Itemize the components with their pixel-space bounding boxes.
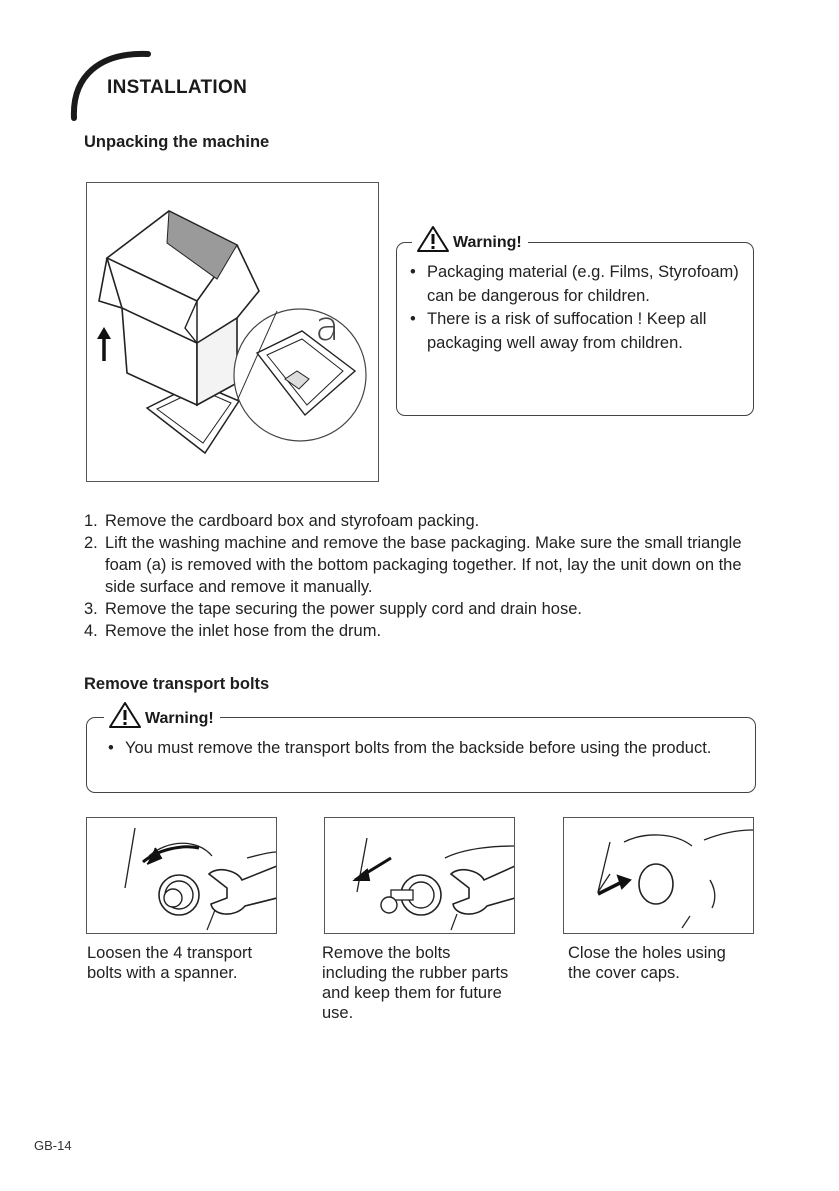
warning-label-text: Warning! [145, 710, 214, 727]
warning-label [104, 701, 220, 729]
caption-remove-bolts: Remove the bolts including the rubber parts and keep them for future use. [322, 944, 509, 1022]
spanner-loosen-illustration [87, 818, 276, 933]
step-text: Remove the cardboard box and styrofoam packing. [105, 512, 480, 530]
packaging-warning-box [396, 242, 754, 416]
step-text: Remove the tape securing the power supply cord and drain hose. [105, 600, 582, 618]
warning-label-text: Warning! [453, 234, 522, 251]
list-item [84, 510, 764, 532]
cover-caps-figure [563, 817, 754, 934]
list-item [84, 620, 764, 642]
list-item [84, 532, 764, 598]
step-text: Lift the washing machine and remove the base packaging. Make sure the small triangle foam (a) is removed with the bottom packaging together. If not, lay the unit down on the side surface and remove it manually. [105, 534, 742, 596]
warning-label [412, 225, 528, 253]
warning-bullet: • Packaging material (e.g. Films, Styrofoam) can be dangerous for children. [407, 261, 742, 308]
loosen-bolts-figure [86, 817, 277, 934]
remove-bolts-figure [324, 817, 515, 934]
step-text: Remove the inlet hose from the drum. [105, 622, 382, 640]
warning-triangle-icon [108, 701, 142, 729]
page-number: GB-14 [34, 1138, 72, 1153]
figure-label-a: a [315, 304, 340, 350]
section-title: INSTALLATION [107, 77, 248, 98]
transport-bolts-heading: Remove transport bolts [84, 675, 270, 693]
warning-triangle-icon [416, 225, 450, 253]
step-number: 1. [84, 512, 98, 530]
warning-bullet: • There is a risk of suffocation ! Keep all packaging well away from children. [407, 308, 742, 355]
caption-loosen-bolts: Loosen the 4 transport bolts with a spanner. [87, 944, 253, 982]
unpacking-steps [84, 510, 764, 642]
warning-bullet: • You must remove the transport bolts from the backside before using the product. [105, 738, 735, 759]
step-number: 3. [84, 600, 98, 618]
list-item [84, 598, 764, 620]
spanner-remove-illustration [325, 818, 514, 933]
caption-cover-caps: Close the holes using the cover caps. [568, 944, 726, 982]
cover-caps-illustration [564, 818, 753, 933]
unpacking-figure [86, 182, 379, 482]
step-number: 2. [84, 534, 98, 552]
step-number: 4. [84, 622, 98, 640]
unpacking-heading: Unpacking the machine [84, 133, 270, 151]
